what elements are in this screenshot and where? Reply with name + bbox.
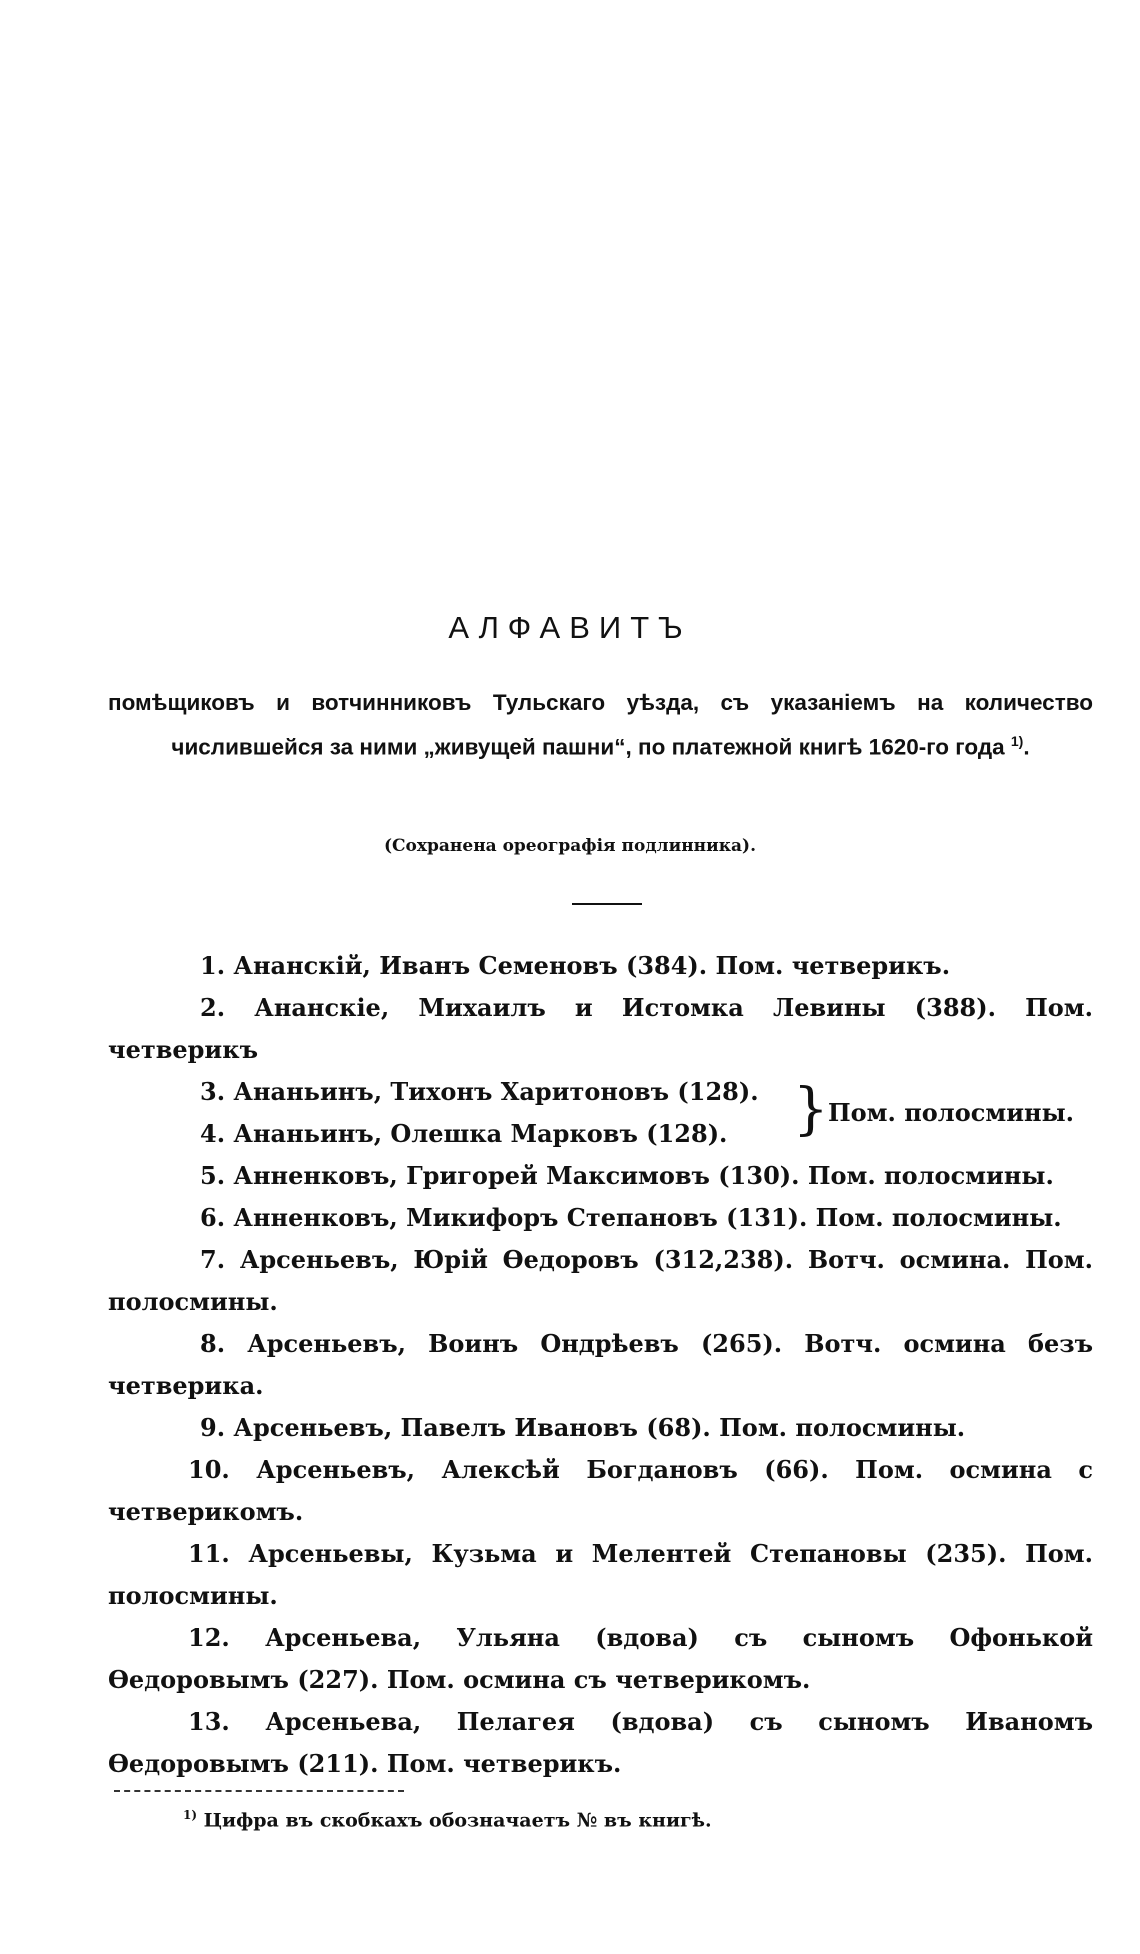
entry-number: 7. <box>200 1245 226 1274</box>
list-item <box>108 1197 1093 1239</box>
list-item <box>108 987 1093 1071</box>
entry-text: Арсеньевъ, Алексѣй Богдановъ (66). Пом. осмина с четверикомъ. <box>108 1455 1093 1526</box>
entry-number: 1. <box>200 951 226 980</box>
footnote-text: Цифра въ скобкахъ обозначаетъ № въ книгѣ. <box>203 1809 712 1832</box>
list-item <box>108 1323 1093 1407</box>
entry-text: Ананскій, Иванъ Семеновъ (384). Пом. четверикъ. <box>233 951 951 980</box>
entry-number: 9. <box>200 1413 226 1442</box>
orthography-note: (Сохранена ореографія подлинника). <box>383 836 756 856</box>
entry-text: Арсеньева, Пелагея (вдова) съ сыномъ Иваномъ Өедоровымъ (211). Пом. четверикъ. <box>108 1707 1094 1778</box>
entry-number: 13. <box>188 1707 230 1736</box>
entry-text: Арсеньевъ, Воинъ Ондрѣевъ (265). Вотч. осмина безъ четверика. <box>108 1329 1093 1400</box>
list-item <box>108 1533 1093 1617</box>
list-item <box>108 1407 1093 1449</box>
entry-number: 11. <box>188 1539 230 1568</box>
entry-text: Анненковъ, Григорей Максимовъ (130). Пом. полосмины. <box>233 1161 1054 1190</box>
entry-text: Ананьинъ, Тихонъ Харитоновъ (128). <box>233 1077 759 1106</box>
entry-text: Ананьинъ, Олешка Марковъ (128). <box>233 1119 728 1148</box>
bracket-shared-text: Пом. полосмины. <box>828 1098 1074 1127</box>
title-divider <box>572 903 642 905</box>
list-item <box>108 1449 1093 1533</box>
subtitle-footnote-marker: 1) <box>1010 733 1024 749</box>
entry-text: Арсеньевъ, Павелъ Ивановъ (68). Пом. полосмины. <box>233 1413 966 1442</box>
entry-number: 10. <box>188 1455 230 1484</box>
list-item <box>108 1155 1093 1197</box>
list-item <box>108 1239 1093 1323</box>
entry-number: 4. <box>200 1119 226 1148</box>
entry-text: Ананскіе, Михаилъ и Истомка Левины (388). Пом. четверикъ <box>108 993 1094 1064</box>
list-item <box>108 945 1093 987</box>
entry-text: Арсеньева, Ульяна (вдова) съ сыномъ Офонькой Өедоровымъ (227). Пом. осмина съ четверикомъ. <box>108 1623 1094 1694</box>
subtitle-text: помѣщиковъ и вотчинниковъ Тульскаго уѣзда, съ указаніемъ на количество числившейся за ними „живущей пашни“, по платежной книгѣ 1620-го года <box>108 690 1093 760</box>
footnote <box>183 1808 712 1831</box>
list-item <box>108 1617 1093 1701</box>
entry-text: Арсеньевы, Кузьма и Мелентей Степановы (235). Пом. полосмины. <box>108 1539 1093 1610</box>
entry-number: 8. <box>200 1329 226 1358</box>
entry-number: 12. <box>188 1623 230 1652</box>
entry-number: 6. <box>200 1203 226 1232</box>
entry-text: Анненковъ, Микифоръ Степановъ (131). Пом. полосмины. <box>233 1203 1062 1232</box>
page-subtitle: помѣщиковъ и вотчинниковъ Тульскаго уѣзда, съ указаніемъ на количество числившейся за ними „живущей пашни“, по платежной книгѣ 1620-го года $^{1)}$. <box>108 690 1093 760</box>
page-title: АЛФАВИТЪ <box>448 610 692 645</box>
entry-list <box>108 945 1093 1785</box>
curly-brace-icon: } <box>793 1077 829 1142</box>
list-item <box>108 1701 1093 1785</box>
footnote-divider <box>114 1790 404 1792</box>
entry-text: Арсеньевъ, Юрій Өедоровъ (312,238). Вотч. осмина. Пом. полосмины. <box>108 1245 1094 1316</box>
bracketed-entries <box>108 1071 1093 1155</box>
entry-number: 2. <box>200 993 226 1022</box>
footnote-marker: 1) <box>183 1808 198 1822</box>
entry-number: 5. <box>200 1161 226 1190</box>
entry-number: 3. <box>200 1077 226 1106</box>
